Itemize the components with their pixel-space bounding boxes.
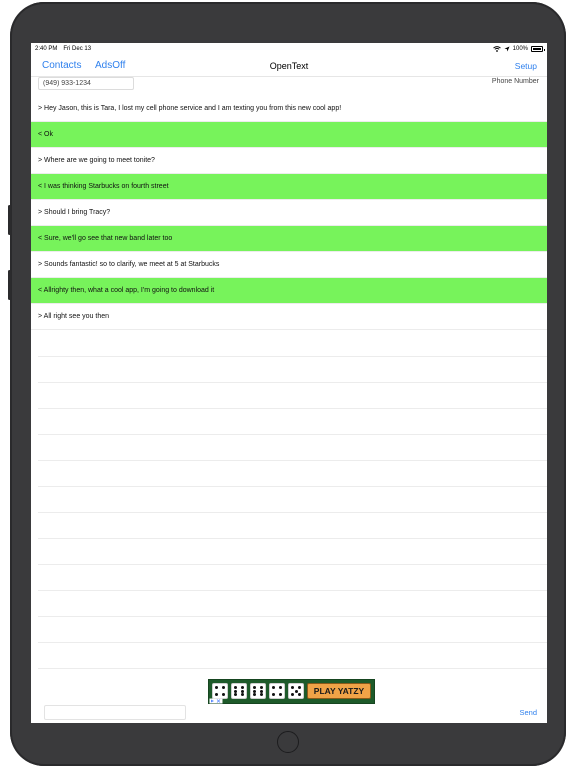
status-date: Fri Dec 13 — [63, 46, 92, 52]
empty-row-divider — [38, 382, 547, 383]
message-row[interactable]: < Sure, we'll go see that new band later too — [31, 226, 547, 252]
volume-down-button — [8, 270, 11, 300]
empty-row-divider — [38, 486, 547, 487]
dice-icon — [250, 683, 266, 699]
phone-number-label: Phone Number — [491, 78, 539, 85]
dice-icon — [231, 683, 247, 699]
message-row[interactable]: > Hey Jason, this is Tara, I lost my cell phone service and I am texting you from this new cool app! — [31, 96, 547, 122]
ad-choices-icon[interactable] — [209, 698, 223, 704]
location-arrow-icon — [504, 46, 510, 52]
ads-off-button[interactable]: AdsOff — [95, 60, 126, 71]
wifi-icon — [493, 46, 501, 52]
message-row[interactable]: > Should I bring Tracy? — [31, 200, 547, 226]
empty-row-divider — [38, 668, 547, 669]
empty-row-divider — [38, 564, 547, 565]
volume-up-button — [8, 205, 11, 235]
message-row[interactable]: < I was thinking Starbucks on fourth street — [31, 174, 547, 200]
message-list — [31, 96, 547, 330]
status-indicators — [493, 46, 543, 52]
empty-row-divider — [38, 538, 547, 539]
status-bar — [31, 43, 547, 55]
empty-row-divider — [38, 512, 547, 513]
empty-row-divider — [38, 434, 547, 435]
send-button[interactable]: Send — [519, 708, 537, 717]
empty-row-divider — [38, 616, 547, 617]
empty-row-divider — [38, 460, 547, 461]
play-yatzy-button[interactable]: PLAY YATZY — [307, 683, 371, 699]
message-row[interactable]: > Sounds fantastic! so to clarify, we meet at 5 at Starbucks — [31, 252, 547, 278]
empty-row-divider — [38, 642, 547, 643]
ad-banner[interactable] — [208, 679, 375, 704]
battery-percentage: 100% — [512, 46, 528, 52]
message-input[interactable] — [44, 705, 186, 720]
dice-icon — [288, 683, 304, 699]
setup-button[interactable]: Setup — [514, 61, 537, 71]
status-time: 2:40 PM — [35, 46, 58, 52]
navigation-bar — [31, 55, 547, 77]
empty-row-divider — [38, 590, 547, 591]
message-row[interactable]: < Allrighty then, what a cool app, I'm going to download it — [31, 278, 547, 304]
battery-icon — [531, 46, 543, 52]
home-button[interactable] — [277, 731, 299, 753]
message-row[interactable]: > Where are we going to meet tonite? — [31, 148, 547, 174]
empty-row-divider — [38, 408, 547, 409]
empty-row-divider — [38, 356, 547, 357]
screen — [31, 43, 547, 723]
message-row[interactable]: > All right see you then — [31, 304, 547, 330]
message-row[interactable]: < Ok — [31, 122, 547, 148]
dice-icon — [269, 683, 285, 699]
page-title: OpenText — [269, 61, 309, 71]
contacts-button[interactable]: Contacts — [42, 60, 82, 71]
phone-number-input[interactable] — [38, 77, 134, 90]
dice-icon — [212, 683, 228, 699]
